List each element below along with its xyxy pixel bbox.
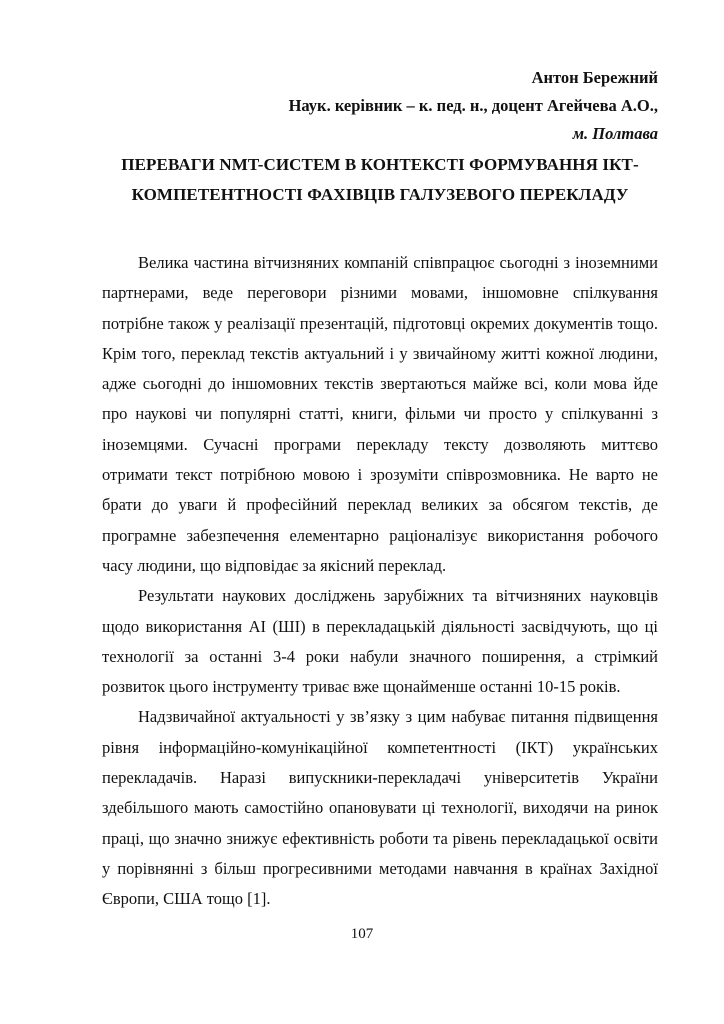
author-block — [102, 64, 658, 148]
paragraph-2: Результати наукових досліджень зарубіжних та вітчизняних науковців щодо використання AI (ШІ) в перекладацькій діяльності засвідчують, що ці технології за останні 3-4 роки набули значного поширення, а стрімкий розвиток цього інструменту триває вже щонайменше останні 10-15 років. — [102, 586, 658, 697]
paragraph-3: Надзвичайної актуальності у зв’язку з цим набуває питання підвищення рівня інформаційно-комунікаційної компетентності (ІКТ) українських перекладачів. Наразі випускники-перекладачі університетів України здебільшого мають самостійно опановувати ці технології, виходячи на ринок праці, що значно знижує ефективність роботи та рівень перекладацької освіти у порівнянні з більш прогресивними методами навчання в країнах Західної Європи, США тощо [1]. — [102, 707, 658, 909]
city-line: м. Полтава — [572, 124, 658, 143]
article-body — [102, 248, 658, 915]
article-title — [102, 150, 658, 210]
paragraph-1: Велика частина вітчизняних компаній співпрацює сьогодні з іноземними партнерами, веде переговори різними мовами, іншомовне спілкування потрібне також у реалізації презентацій, підготовці окремих документів тощо. Крім того, переклад текстів актуальний і у звичайному житті кожної людини, адже сьогодні до іншомовних текстів звертаються майже всі, коли мова йде про наукові чи популярні статті, книги, фільми чи просто у спілкуванні з іноземцями. Сучасні програми перекладу тексту дозволяють миттєво отримати текст потрібною мовою і зрозуміти співрозмовника. Не варто не брати до уваги й професійний переклад великих за обсягом текстів, де програмне забезпечення елементарно раціоналізує використання робочого часу людини, що відповідає за якісний переклад. — [102, 253, 658, 575]
title-line-2: КОМПЕТЕНТНОСТІ ФАХІВЦІВ ГАЛУЗЕВОГО ПЕРЕКЛАДУ — [131, 185, 629, 204]
supervisor-line: Наук. керівник – к. пед. н., доцент Агейчева А.О., — [288, 96, 658, 115]
page-number: 107 — [350, 926, 374, 942]
author-name: Антон Бережний — [531, 68, 658, 87]
title-line-1: ПЕРЕВАГИ NMT-СИСТЕМ В КОНТЕКСТІ ФОРМУВАННЯ ІКТ- — [121, 155, 639, 174]
document-page — [102, 64, 658, 915]
